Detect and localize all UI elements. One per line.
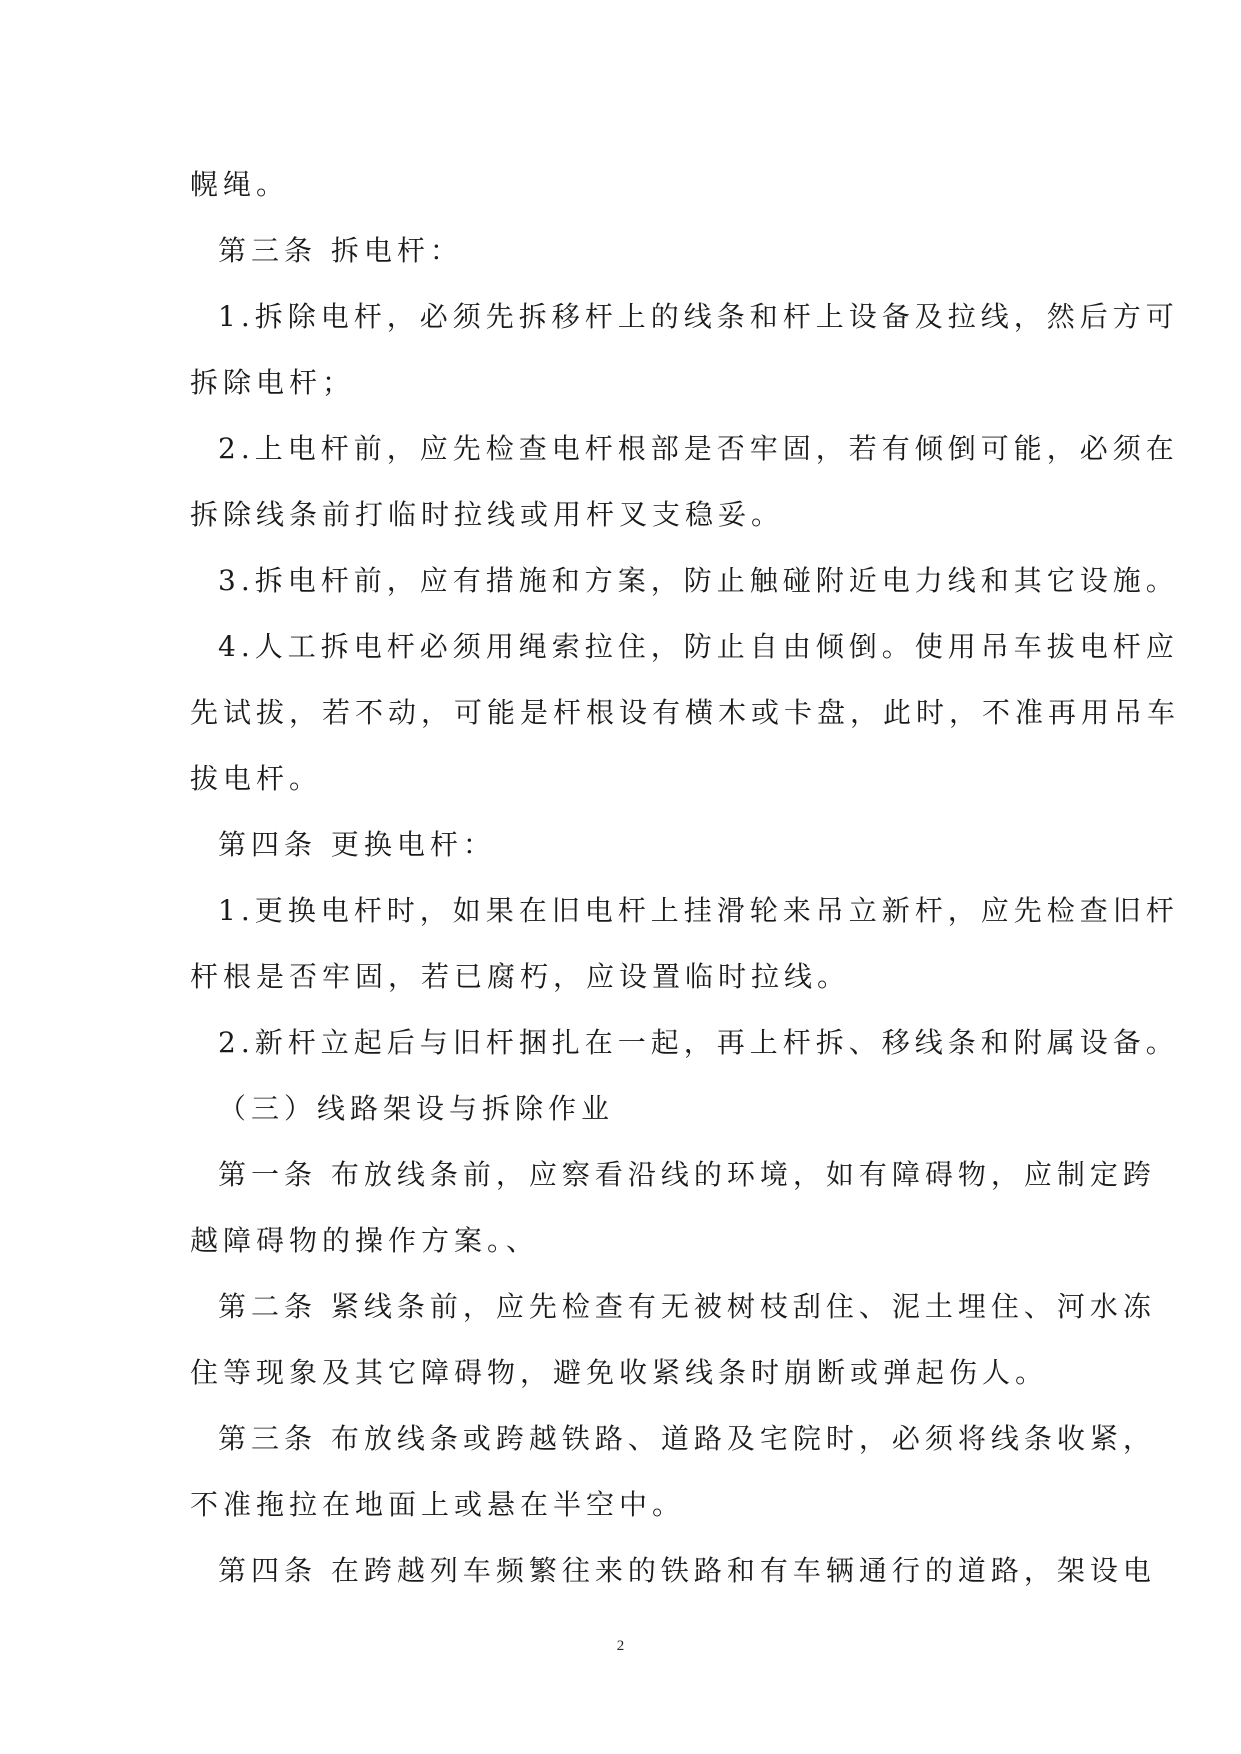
text-line: 第三条 拆电杆：: [218, 234, 463, 267]
text-line: 幌绳。: [190, 168, 290, 201]
text-line: 杆根是否牢固，若已腐朽，应设置临时拉线。: [190, 960, 851, 993]
text-line: 4.人工拆电杆必须用绳索拉住，防止自由倾倒。使用吊车拔电杆应: [218, 630, 1179, 663]
text-line: 先试拔，若不动，可能是杆根设有横木或卡盘，此时，不准再用吊车: [190, 696, 1181, 729]
text-line: 拔电杆。: [190, 762, 323, 795]
text-line: 第四条 在跨越列车频繁往来的铁路和有车辆通行的道路，架设电: [218, 1554, 1156, 1587]
text-line: 拆除电杆；: [190, 366, 356, 399]
text-line: 第二条 紧线条前，应先检查有无被树枝刮住、泥土埋住、河水冻: [218, 1290, 1156, 1323]
text-line: 3.拆电杆前，应有措施和方案，防止触碰附近电力线和其它设施。: [218, 564, 1179, 597]
page-number: 2: [616, 1638, 625, 1654]
text-line: 越障碍物的操作方案。、: [190, 1224, 540, 1257]
text-line: 第三条 布放线条或跨越铁路、道路及宅院时，必须将线条收紧，: [218, 1422, 1156, 1455]
text-line: 第四条 更换电杆：: [218, 828, 496, 861]
text-line: 住等现象及其它障碍物，避免收紧线条时崩断或弹起伤人。: [190, 1356, 1049, 1389]
text-line: 第一条 布放线条前，应察看沿线的环境，如有障碍物，应制定跨: [218, 1158, 1156, 1191]
text-line: 1.更换电杆时，如果在旧电杆上挂滑轮来吊立新杆，应先检查旧杆: [218, 894, 1179, 927]
text-line: （三）线路架设与拆除作业: [218, 1092, 615, 1125]
text-line: 拆除线条前打临时拉线或用杆叉支稳妥。: [190, 498, 785, 531]
text-line: 2.上电杆前，应先检查电杆根部是否牢固，若有倾倒可能，必须在: [218, 432, 1179, 465]
text-line: 1.拆除电杆，必须先拆移杆上的线条和杆上设备及拉线，然后方可: [218, 300, 1179, 333]
text-line: 2.新杆立起后与旧杆捆扎在一起，再上杆拆、移线条和附属设备。: [218, 1026, 1179, 1059]
text-line: 不准拖拉在地面上或悬在半空中。: [190, 1488, 686, 1521]
document-body: [190, 152, 1181, 1604]
